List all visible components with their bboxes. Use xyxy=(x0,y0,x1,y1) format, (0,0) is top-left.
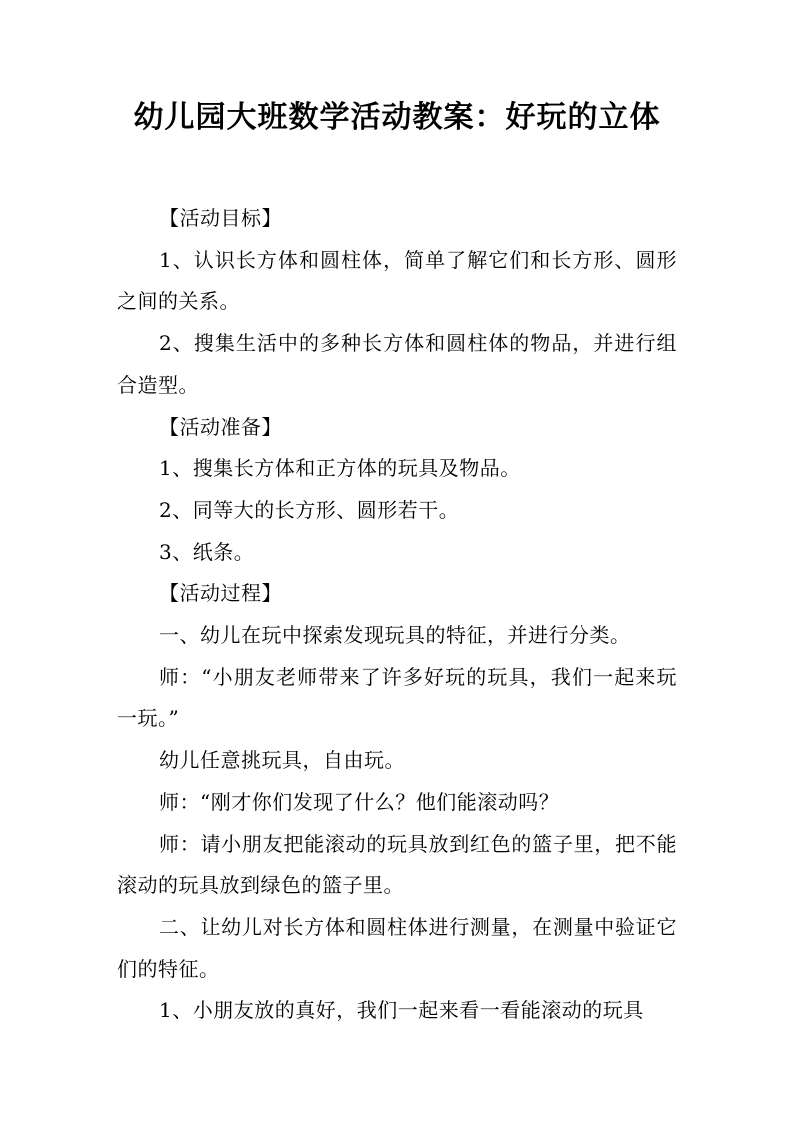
paragraph: 2、搜集生活中的多种长方体和圆柱体的物品，并进行组合造型。 xyxy=(117,331,677,397)
paragraph: 1、搜集长方体和正方体的玩具及物品。 xyxy=(159,456,521,481)
paragraph: 1、小朋友放的真好，我们一起来看一看能滚动的玩具 xyxy=(159,998,644,1023)
document-body xyxy=(117,198,677,1032)
paragraph: 3、纸条。 xyxy=(159,539,255,564)
paragraph: 二、让幼儿对长方体和圆柱体进行测量，在测量中验证它们的特征。 xyxy=(117,914,677,981)
paragraph: 师：请小朋友把能滚动的玩具放到红色的篮子里，把不能滚动的玩具放到绿色的篮子里。 xyxy=(117,831,677,898)
document-title: 幼儿园大班数学活动教案：好玩的立体 xyxy=(133,100,661,135)
paragraph: 师：“刚才你们发现了什么？他们能滚动吗？ xyxy=(159,789,560,814)
paragraph: 2、同等大的长方形、圆形若干。 xyxy=(159,497,460,522)
section-heading-preparation: 【活动准备】 xyxy=(159,414,282,439)
section-heading-process: 【活动过程】 xyxy=(159,581,282,606)
paragraph: 1、认识长方体和圆柱体，简单了解它们和长方形、圆形之间的关系。 xyxy=(117,247,677,314)
paragraph: 幼儿任意挑玩具，自由玩。 xyxy=(159,748,405,773)
paragraph: 一、幼儿在玩中探索发现玩具的特征，并进行分类。 xyxy=(159,623,631,648)
paragraph: 师：“小朋友老师带来了许多好玩的玩具，我们一起来玩一玩。” xyxy=(117,664,677,731)
section-heading-goals: 【活动目标】 xyxy=(159,206,282,230)
